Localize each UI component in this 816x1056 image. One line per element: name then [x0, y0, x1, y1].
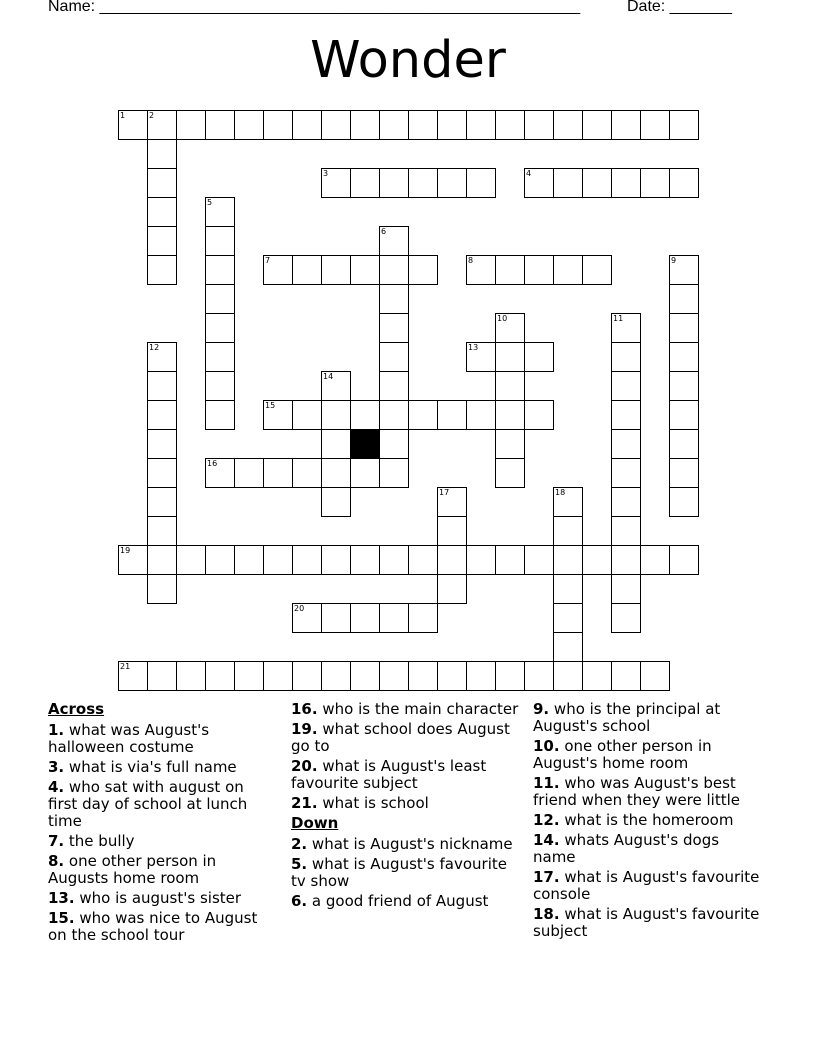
clue-text: what is via's full name [68, 758, 237, 776]
grid-cell[interactable] [640, 545, 670, 575]
grid-cell[interactable] [611, 603, 641, 633]
grid-cell[interactable] [176, 110, 206, 140]
clue-number-label: 5. [291, 855, 308, 873]
grid-cell[interactable] [553, 545, 583, 575]
clue-number: 15 [265, 401, 276, 410]
grid-cell[interactable] [495, 110, 525, 140]
grid-cell[interactable] [379, 458, 409, 488]
across-clue [48, 910, 273, 944]
grid-cell[interactable] [524, 545, 554, 575]
grid-cell[interactable] [350, 545, 380, 575]
clue-number: 11 [613, 314, 624, 323]
grid-cell[interactable] [408, 661, 438, 691]
clue-text: who is the main character [322, 700, 519, 718]
grid-cell[interactable] [611, 574, 641, 604]
date-line: Date: _______ [627, 0, 732, 15]
grid-cell[interactable] [321, 661, 351, 691]
grid-cell[interactable] [292, 545, 322, 575]
grid-cell[interactable] [147, 168, 177, 198]
clue-number-label: 7. [48, 832, 65, 850]
clue-text: who is the principal at August's school [533, 700, 721, 735]
clue-number-label: 12. [533, 811, 560, 829]
grid-cell[interactable] [205, 197, 235, 227]
grid-cell[interactable] [669, 255, 699, 285]
clue-text: what is August's favourite subject [533, 905, 760, 940]
clue-number: 4 [526, 169, 532, 178]
name-line: Name: ______________________________________________________ [48, 0, 581, 15]
clue-number: 14 [323, 372, 334, 381]
grid-cell[interactable] [379, 226, 409, 256]
grid-cell[interactable] [292, 255, 322, 285]
grid-cell[interactable] [118, 661, 148, 691]
grid-cell[interactable] [582, 110, 612, 140]
grid-cell[interactable] [408, 255, 438, 285]
grid-cell[interactable] [292, 110, 322, 140]
grid-cell[interactable] [147, 139, 177, 169]
clue-text: who is august's sister [79, 889, 242, 907]
grid-cell[interactable] [379, 400, 409, 430]
grid-cell[interactable] [147, 487, 177, 517]
grid-cell[interactable] [350, 603, 380, 633]
clue-number: 7 [265, 256, 271, 265]
grid-cell[interactable] [640, 661, 670, 691]
grid-cell[interactable] [437, 545, 467, 575]
down-clue [291, 893, 519, 910]
down-clue [533, 869, 763, 903]
grid-cell[interactable] [379, 429, 409, 459]
clue-number-label: 17. [533, 868, 560, 886]
grid-cell[interactable] [205, 458, 235, 488]
grid-cell[interactable] [176, 545, 206, 575]
grid-cell[interactable] [495, 371, 525, 401]
grid-cell[interactable] [321, 603, 351, 633]
grid-cell[interactable] [553, 255, 583, 285]
grid-cell[interactable] [611, 400, 641, 430]
grid-cell[interactable] [205, 400, 235, 430]
grid-cell[interactable] [147, 661, 177, 691]
across-clue [48, 759, 273, 776]
clue-number-label: 13. [48, 889, 75, 907]
clue-number-label: 20. [291, 757, 318, 775]
grid-cell[interactable] [350, 255, 380, 285]
grid-cell[interactable] [292, 661, 322, 691]
grid-cell[interactable] [466, 168, 496, 198]
clue-text: whats August's dogs name [533, 831, 720, 866]
grid-cell[interactable] [466, 255, 496, 285]
clue-text: one other person in Augusts home room [48, 852, 217, 887]
across-clue [48, 890, 273, 907]
grid-cell[interactable] [234, 110, 264, 140]
grid-cell[interactable] [669, 545, 699, 575]
clue-number: 10 [497, 314, 508, 323]
grid-cell[interactable] [292, 458, 322, 488]
grid-cell[interactable] [408, 110, 438, 140]
puzzle-title: Wonder [310, 31, 506, 90]
black-cell [350, 429, 380, 459]
grid-cell[interactable] [147, 226, 177, 256]
grid-cell[interactable] [669, 400, 699, 430]
clue-number: 12 [149, 343, 160, 352]
clue-number-label: 6. [291, 892, 308, 910]
grid-cell[interactable] [379, 255, 409, 285]
down-clue [533, 812, 763, 829]
grid-cell[interactable] [553, 574, 583, 604]
grid-cell[interactable] [495, 429, 525, 459]
grid-cell[interactable] [524, 400, 554, 430]
grid-cell[interactable] [669, 429, 699, 459]
grid-cell[interactable] [495, 661, 525, 691]
grid-cell[interactable] [379, 342, 409, 372]
grid-cell[interactable] [379, 110, 409, 140]
grid-cell[interactable] [524, 661, 554, 691]
grid-cell[interactable] [553, 516, 583, 546]
clue-number-label: 21. [291, 794, 318, 812]
clue-number: 18 [555, 488, 566, 497]
grid-cell[interactable] [350, 400, 380, 430]
across-heading: Across [48, 700, 105, 718]
grid-cell[interactable] [147, 516, 177, 546]
down-clue [533, 701, 763, 735]
across-clue [48, 833, 273, 850]
clue-number-label: 4. [48, 778, 65, 796]
grid-cell[interactable] [234, 661, 264, 691]
down-clue [291, 836, 519, 853]
grid-cell[interactable] [669, 342, 699, 372]
grid-cell[interactable] [321, 487, 351, 517]
grid-cell[interactable] [205, 226, 235, 256]
clue-text: what is August's least favourite subject [291, 757, 487, 792]
clue-number: 8 [468, 256, 474, 265]
across-clue [48, 779, 273, 830]
down-clue [533, 832, 763, 866]
clue-text: what is August's nickname [311, 835, 513, 853]
clue-column-1 [48, 701, 273, 947]
grid-cell[interactable] [147, 371, 177, 401]
clue-number-label: 19. [291, 720, 318, 738]
grid-cell[interactable] [205, 284, 235, 314]
clue-text: one other person in August's home room [533, 737, 712, 772]
grid-cell[interactable] [205, 545, 235, 575]
clue-number-label: 16. [291, 700, 318, 718]
grid-cell[interactable] [524, 110, 554, 140]
down-clue-list-continued [533, 701, 763, 940]
grid-cell[interactable] [321, 400, 351, 430]
clue-number-label: 8. [48, 852, 65, 870]
grid-cell[interactable] [495, 313, 525, 343]
clue-number: 3 [323, 169, 329, 178]
grid-cell[interactable] [147, 255, 177, 285]
grid-cell[interactable] [379, 603, 409, 633]
grid-cell[interactable] [582, 168, 612, 198]
grid-cell[interactable] [321, 429, 351, 459]
grid-cell[interactable] [495, 400, 525, 430]
clue-text: who was nice to August on the school tour [48, 909, 258, 944]
grid-cell[interactable] [205, 255, 235, 285]
grid-cell[interactable] [234, 545, 264, 575]
clue-number: 19 [120, 546, 131, 555]
grid-cell[interactable] [379, 284, 409, 314]
grid-cell[interactable] [611, 487, 641, 517]
grid-cell[interactable] [408, 400, 438, 430]
grid-cell[interactable] [495, 545, 525, 575]
grid-cell[interactable] [379, 168, 409, 198]
grid-cell[interactable] [350, 661, 380, 691]
clue-text: what school does August go to [291, 720, 510, 755]
grid-cell[interactable] [611, 110, 641, 140]
grid-cell[interactable] [437, 661, 467, 691]
grid-cell[interactable] [669, 313, 699, 343]
clue-text: what was August's halloween costume [48, 721, 210, 756]
grid-cell[interactable] [466, 400, 496, 430]
clue-number-label: 3. [48, 758, 65, 776]
grid-cell[interactable] [234, 458, 264, 488]
across-clue [291, 721, 519, 755]
grid-cell[interactable] [611, 371, 641, 401]
grid-cell[interactable] [437, 400, 467, 430]
clue-number-label: 18. [533, 905, 560, 923]
grid-cell[interactable] [611, 342, 641, 372]
clue-number: 21 [120, 662, 131, 671]
clue-number: 16 [207, 459, 218, 468]
grid-cell[interactable] [350, 168, 380, 198]
grid-cell[interactable] [118, 545, 148, 575]
grid-cell[interactable] [669, 284, 699, 314]
grid-cell[interactable] [379, 545, 409, 575]
grid-cell[interactable] [408, 545, 438, 575]
grid-cell[interactable] [263, 545, 293, 575]
grid-cell[interactable] [495, 255, 525, 285]
grid-cell[interactable] [263, 255, 293, 285]
across-clue [291, 795, 519, 812]
grid-cell[interactable] [669, 168, 699, 198]
down-heading: Down [291, 814, 339, 832]
grid-cell[interactable] [408, 603, 438, 633]
grid-cell[interactable] [263, 661, 293, 691]
grid-cell[interactable] [611, 545, 641, 575]
grid-cell[interactable] [611, 429, 641, 459]
clue-number: 13 [468, 343, 479, 352]
grid-cell[interactable] [553, 603, 583, 633]
grid-cell[interactable] [147, 429, 177, 459]
clue-text: who was August's best friend when they were little [533, 774, 741, 809]
down-clue [533, 738, 763, 772]
grid-cell[interactable] [611, 313, 641, 343]
grid-cell[interactable] [524, 255, 554, 285]
grid-cell[interactable] [147, 197, 177, 227]
clue-number: 9 [671, 256, 677, 265]
grid-cell[interactable] [147, 545, 177, 575]
grid-cell[interactable] [611, 661, 641, 691]
grid-cell[interactable] [263, 400, 293, 430]
grid-cell[interactable] [466, 545, 496, 575]
grid-cell[interactable] [379, 313, 409, 343]
grid-cell[interactable] [321, 255, 351, 285]
grid-cell[interactable] [292, 603, 322, 633]
grid-cell[interactable] [524, 168, 554, 198]
grid-cell[interactable] [553, 632, 583, 662]
grid-cell[interactable] [611, 168, 641, 198]
grid-cell[interactable] [553, 487, 583, 517]
across-clue [291, 758, 519, 792]
across-clue-list-continued [291, 701, 519, 812]
grid-cell[interactable] [379, 371, 409, 401]
grid-cell[interactable] [437, 487, 467, 517]
clue-number: 20 [294, 604, 305, 613]
across-clue-list [48, 722, 273, 944]
clue-number-label: 1. [48, 721, 65, 739]
grid-cell[interactable] [582, 255, 612, 285]
grid-cell[interactable] [205, 661, 235, 691]
clue-number: 5 [207, 198, 213, 207]
grid-cell[interactable] [321, 110, 351, 140]
clue-number-label: 10. [533, 737, 560, 755]
grid-cell[interactable] [205, 110, 235, 140]
clue-number-label: 2. [291, 835, 308, 853]
clue-text: what is the homeroom [564, 811, 734, 829]
down-clue [291, 856, 519, 890]
grid-cell[interactable] [118, 110, 148, 140]
grid-cell[interactable] [437, 110, 467, 140]
grid-cell[interactable] [292, 400, 322, 430]
down-clue [533, 906, 763, 940]
grid-cell[interactable] [553, 661, 583, 691]
clue-number: 2 [149, 111, 155, 120]
grid-cell[interactable] [205, 342, 235, 372]
grid-cell[interactable] [669, 110, 699, 140]
grid-cell[interactable] [147, 400, 177, 430]
grid-cell[interactable] [205, 313, 235, 343]
grid-cell[interactable] [408, 168, 438, 198]
grid-cell[interactable] [669, 371, 699, 401]
grid-cell[interactable] [582, 661, 612, 691]
grid-cell[interactable] [263, 110, 293, 140]
grid-cell[interactable] [495, 342, 525, 372]
grid-cell[interactable] [321, 458, 351, 488]
grid-cell[interactable] [147, 574, 177, 604]
across-clue [291, 701, 519, 718]
clue-column-3 [533, 701, 763, 943]
clue-number-label: 9. [533, 700, 550, 718]
grid-cell[interactable] [669, 487, 699, 517]
clue-text: what is August's favourite console [533, 868, 760, 903]
grid-cell[interactable] [350, 110, 380, 140]
grid-cell[interactable] [524, 342, 554, 372]
grid-cell[interactable] [553, 168, 583, 198]
grid-cell[interactable] [553, 110, 583, 140]
across-clue [48, 853, 273, 887]
grid-cell[interactable] [350, 458, 380, 488]
clue-text: a good friend of August [311, 892, 489, 910]
grid-cell[interactable] [437, 574, 467, 604]
grid-cell[interactable] [321, 168, 351, 198]
grid-cell[interactable] [466, 661, 496, 691]
grid-cell[interactable] [263, 458, 293, 488]
grid-cell[interactable] [640, 168, 670, 198]
clue-text: what is August's favourite tv show [291, 855, 507, 890]
clue-number: 1 [120, 111, 126, 120]
clue-text: the bully [68, 832, 135, 850]
grid-cell[interactable] [176, 661, 206, 691]
clue-number-label: 11. [533, 774, 560, 792]
grid-cell[interactable] [147, 458, 177, 488]
grid-cell[interactable] [437, 168, 467, 198]
grid-cell[interactable] [379, 661, 409, 691]
grid-cell[interactable] [205, 371, 235, 401]
grid-cell[interactable] [437, 516, 467, 546]
grid-cell[interactable] [495, 458, 525, 488]
grid-cell[interactable] [466, 342, 496, 372]
across-clue [48, 722, 273, 756]
grid-cell[interactable] [611, 458, 641, 488]
grid-cell[interactable] [147, 110, 177, 140]
clue-number: 6 [381, 227, 387, 236]
clue-number-label: 14. [533, 831, 560, 849]
grid-cell[interactable] [640, 110, 670, 140]
clue-number-label: 15. [48, 909, 75, 927]
grid-cell[interactable] [669, 458, 699, 488]
clue-number: 17 [439, 488, 450, 497]
grid-cell[interactable] [582, 545, 612, 575]
grid-cell[interactable] [321, 545, 351, 575]
grid-cell[interactable] [321, 371, 351, 401]
clue-column-2 [291, 701, 519, 913]
grid-cell[interactable] [611, 516, 641, 546]
grid-cell[interactable] [147, 342, 177, 372]
clue-text: what is school [322, 794, 429, 812]
down-clue [533, 775, 763, 809]
clue-text: who sat with august on first day of school at lunch time [48, 778, 248, 830]
grid-cell[interactable] [466, 110, 496, 140]
down-clue-list [291, 836, 519, 910]
